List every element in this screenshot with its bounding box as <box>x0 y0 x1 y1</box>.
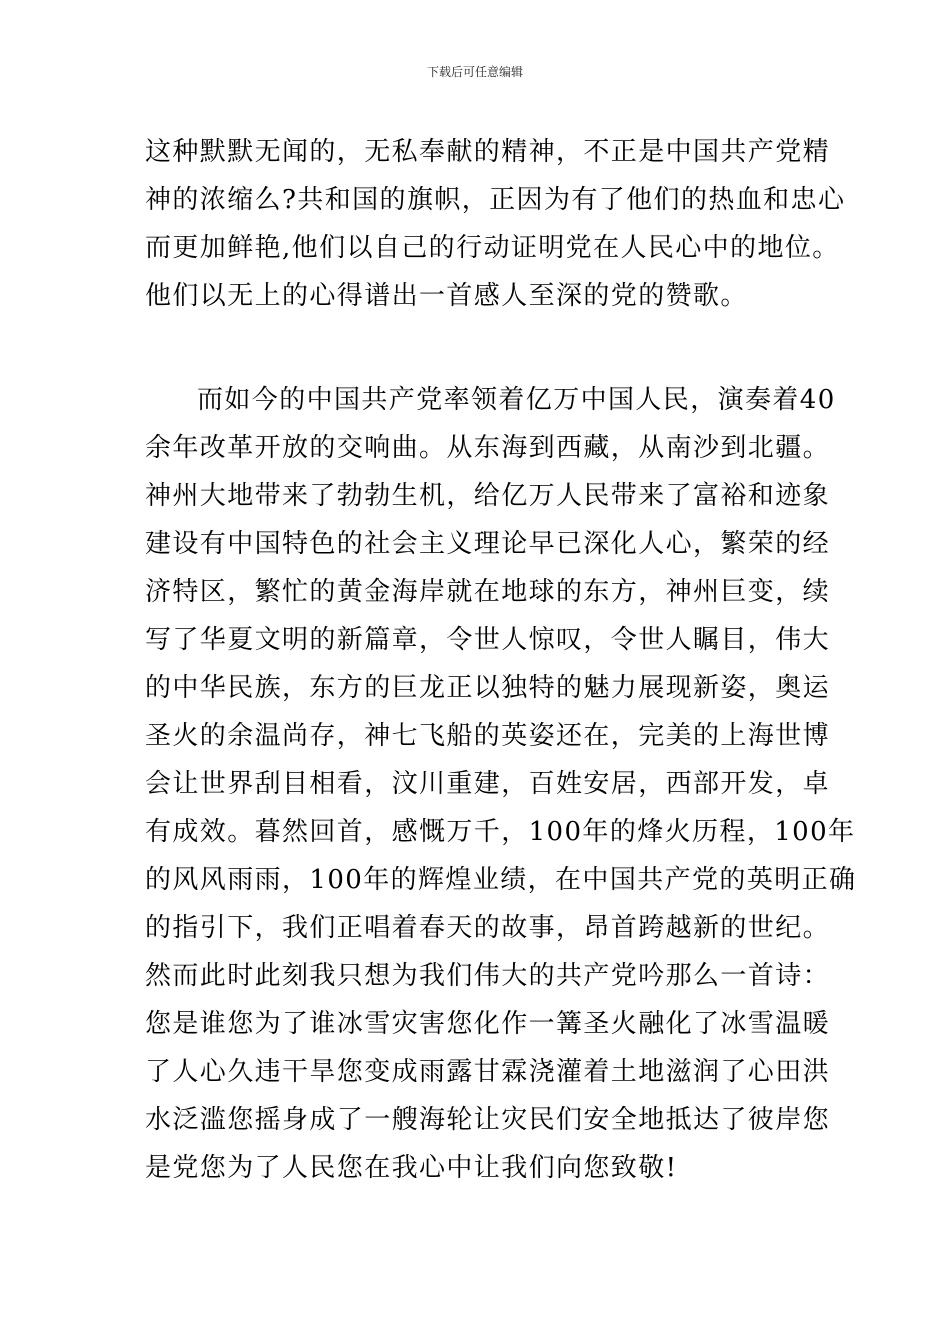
text-line: 然而此时此刻我只想为我们伟大的共产党吟那么一首诗： <box>145 961 831 991</box>
paragraph-1 <box>145 128 846 320</box>
text-line: 您是谁您为了谁冰雪灾害您化作一篝圣火融化了冰雪温暖 <box>145 1009 831 1039</box>
text-line: 的风风雨雨，100年的辉煌业绩，在中国共产党的英明正确 <box>145 865 857 895</box>
text-line: 余年改革开放的交响曲。从东海到西藏，从南沙到北疆。 <box>145 433 831 463</box>
paragraph-2 <box>145 376 857 1192</box>
header-note: 下载后可任意编辑 <box>426 65 523 79</box>
text-line: 神的浓缩么?共和国的旗帜，正因为有了他们的热血和忠心 <box>145 185 846 215</box>
text-line: 了人心久违干旱您变成雨露甘霖浇灌着土地滋润了心田洪 <box>145 1057 831 1087</box>
text-line: 神州大地带来了勃勃生机，给亿万人民带来了富裕和迹象 <box>145 481 831 511</box>
text-line: 写了华夏文明的新篇章，令世人惊叹，令世人瞩目，伟大 <box>145 625 831 655</box>
text-line: 建设有中国特色的社会主义理论早已深化人心，繁荣的经 <box>145 529 831 559</box>
text-line: 圣火的余温尚存，神七飞船的英姿还在，完美的上海世博 <box>145 721 831 751</box>
text-line: 会让世界刮目相看，汶川重建，百姓安居，西部开发，卓 <box>145 769 831 799</box>
text-line: 的中华民族，东方的巨龙正以独特的魅力展现新姿，奥运 <box>145 673 831 703</box>
text-line: 的指引下，我们正唱着春天的故事，昂首跨越新的世纪。 <box>145 913 831 943</box>
text-line: 济特区，繁忙的黄金海岸就在地球的东方，神州巨变，续 <box>145 577 831 607</box>
text-line: 而更加鲜艳,他们以自己的行动证明党在人民心中的地位。 <box>145 233 840 263</box>
text-line: 水泛滥您摇身成了一艘海轮让灾民们安全地抵达了彼岸您 <box>145 1105 831 1135</box>
text-line: 这种默默无闻的，无私奉献的精神，不正是中国共产党精 <box>145 137 831 167</box>
text-line: 而如今的中国共产党率领着亿万中国人民，演奏着40 <box>197 385 836 415</box>
text-line: 他们以无上的心得谱出一首感人至深的党的赞歌。 <box>145 281 748 311</box>
text-line: 有成效。暮然回首，感慨万千，100年的烽火历程，100年 <box>145 817 856 847</box>
text-line: 是党您为了人民您在我心中让我们向您致敬! <box>145 1153 678 1183</box>
